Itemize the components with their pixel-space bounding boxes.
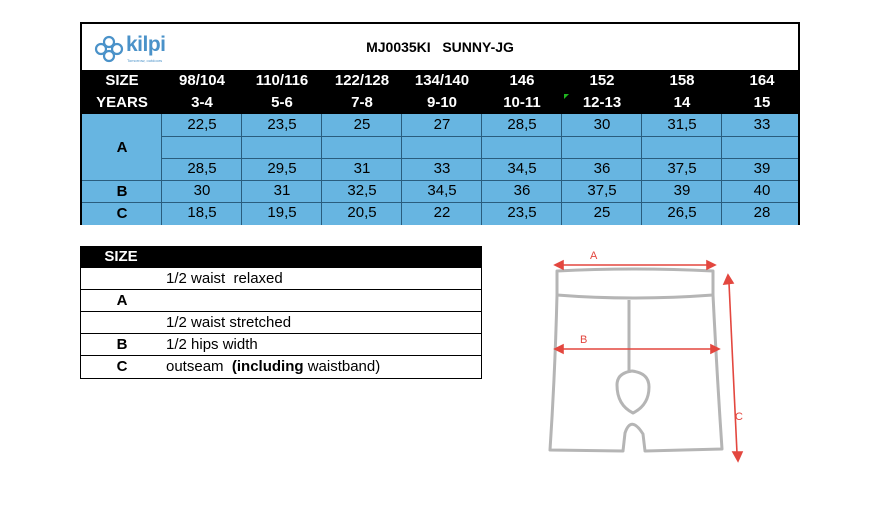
measurement-cell: 39 — [673, 182, 691, 199]
legend-row — [81, 290, 481, 312]
years-header-cell: 7-8 — [351, 94, 373, 111]
measurement-cell: 32,5 — [347, 182, 377, 199]
size-header-cell: 122/128 — [334, 72, 390, 89]
measurement-rows — [82, 114, 798, 225]
measurement-cell: 27 — [433, 116, 451, 133]
measurement-cell: 36 — [593, 160, 611, 177]
legend-desc-bold: (including — [231, 358, 304, 375]
legend-row — [81, 356, 481, 378]
measurement-cell: 34,5 — [427, 182, 457, 199]
measurement-cell: 34,5 — [507, 160, 537, 177]
years-header-cell: 5-6 — [271, 94, 293, 111]
measurement-cell: 25 — [593, 204, 611, 221]
size-table — [80, 22, 800, 225]
measurement-cell: 37,5 — [587, 182, 617, 199]
size-header-cell: 110/116 — [255, 72, 309, 89]
measurement-cell: 31 — [353, 160, 371, 177]
logo-brand-text: kilpi — [126, 33, 166, 56]
legend-desc: 1/2 hips width — [166, 336, 258, 353]
years-header-cell: 15 — [753, 94, 771, 111]
measurement-cell: 19,5 — [267, 204, 297, 221]
measurement-cell: 28,5 — [187, 160, 217, 177]
measurement-cell: 30 — [593, 116, 611, 133]
measurement-cell: 33 — [433, 160, 451, 177]
measurement-cell: 29,5 — [267, 160, 297, 177]
size-header-cell: 134/140 — [414, 72, 470, 89]
measurement-cell: 22 — [433, 204, 451, 221]
row-label-c: C — [116, 205, 128, 222]
legend-row — [81, 268, 481, 290]
row-label-b: B — [116, 183, 128, 200]
measurement-cell: 25 — [353, 116, 371, 133]
measurement-cell: 18,5 — [187, 204, 217, 221]
measurement-cell: 28,5 — [507, 116, 537, 133]
legend-key: B — [116, 336, 128, 353]
legend-desc — [166, 356, 380, 377]
size-header-cell: 158 — [669, 72, 695, 89]
measurement-cell: 28 — [753, 204, 771, 221]
measurement-cell: 40 — [753, 182, 771, 199]
measurement-cell: 31,5 — [667, 116, 697, 133]
logo-tagline: Tomorrow, outdoors — [127, 58, 163, 63]
legend-body — [80, 268, 482, 379]
legend-desc: 1/2 waist stretched — [166, 314, 292, 331]
legend-desc: 1/2 waist relaxed — [166, 270, 283, 287]
size-row-label: SIZE — [105, 72, 139, 89]
measurement-cell: 33 — [753, 116, 771, 133]
measurement-cell: 23,5 — [267, 116, 297, 133]
shorts-diagram — [545, 245, 755, 465]
measurement-cell: 36 — [513, 182, 531, 199]
shorts-illustration — [545, 245, 755, 465]
years-header-cell: 12-13 — [582, 94, 622, 111]
dimension-b-label: B — [580, 334, 588, 346]
legend-header — [80, 246, 482, 268]
size-header-cell: 152 — [589, 72, 615, 89]
years-header-cell: 9-10 — [426, 94, 458, 111]
legend-key: C — [116, 358, 128, 375]
measurement-cell: 23,5 — [507, 204, 537, 221]
legend-header-label: SIZE — [104, 248, 138, 265]
legend-key: A — [116, 292, 128, 309]
legend-desc-post: waistband) — [303, 358, 381, 375]
measurement-cell: 37,5 — [667, 160, 697, 177]
legend-desc-pre: outseam — [166, 358, 232, 375]
grid-row-line — [162, 136, 798, 137]
years-header-cell: 3-4 — [191, 94, 213, 111]
measurement-cell: 26,5 — [667, 204, 697, 221]
years-header-cell: 10-11 — [503, 94, 541, 111]
size-header-cell: 98/104 — [179, 72, 225, 89]
legend-row — [81, 312, 481, 334]
product-title: MJ0035KI SUNNY-JG — [366, 39, 514, 55]
measurement-cell: 20,5 — [347, 204, 377, 221]
years-header-cell: 14 — [673, 94, 691, 111]
measurement-cell: 31 — [273, 182, 291, 199]
row-label-a: A — [116, 139, 128, 156]
legend-table — [80, 246, 482, 380]
legend-row — [81, 334, 481, 356]
size-header-cell: 164 — [749, 72, 775, 89]
measurement-cell: 39 — [753, 160, 771, 177]
measurement-cell: 22,5 — [187, 116, 217, 133]
dimension-c-label: C — [735, 411, 743, 423]
size-header-cell: 146 — [509, 72, 535, 89]
title-row — [82, 24, 798, 70]
size-header — [82, 70, 798, 114]
dimension-a-label: A — [590, 250, 598, 262]
years-row-label: YEARS — [96, 94, 148, 111]
measurement-cell: 30 — [193, 182, 211, 199]
